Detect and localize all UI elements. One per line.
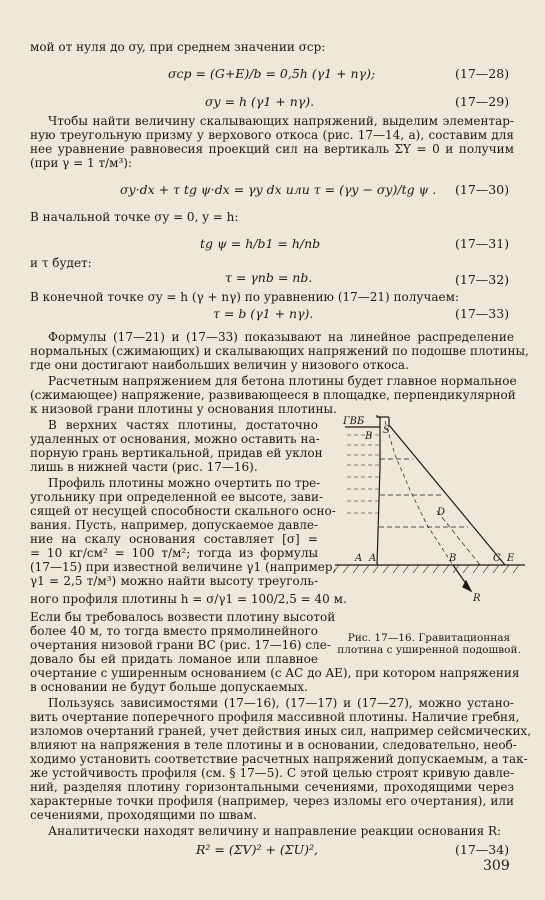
text-line: ную треугольную призму у верхового откоса (рис. 17—14, а), составим для — [30, 128, 514, 142]
text-line: В верхних частях плотины, достаточно — [48, 418, 318, 432]
text-line: где они достигают наибольших величин у низового откоса. — [30, 358, 409, 372]
equation-number: (17—31) — [455, 236, 510, 251]
text-line: = 10 кг/см² = 100 т/м²; тогда из формулы — [30, 546, 318, 560]
text-line: нормальных (сжимающих) и скалывающих напряжений по подошве плотины, — [30, 344, 529, 358]
text-line: лишь в нижней части (рис. 17—16). — [30, 460, 258, 474]
text-line: угольнику при определенной ее высоте, зави- — [30, 490, 323, 504]
text-line: (при γ = 1 т/м³): — [30, 156, 133, 170]
label-b-base: B — [449, 553, 457, 564]
text-line: ний, разделяя плотину горизонтальными сечениями, проходящими через — [30, 780, 514, 794]
text-line: мой от нуля до σy, при среднем значении σср: — [30, 40, 326, 54]
equation: τ = b (γ1 + nγ). — [213, 306, 314, 321]
figure-caption: Рис. 17—16. Гравитационная плотина с уширенной подошвой. — [337, 632, 521, 656]
text-line: Расчетным напряжением для бетона плотины будет главное нормальное — [48, 374, 517, 388]
text-line: сечениями, проходящими по швам. — [30, 808, 257, 822]
label-c: C — [493, 553, 501, 564]
text-line: в основании не будут больше допускаемых. — [30, 680, 308, 694]
label-gvb: ГВБ — [343, 416, 365, 427]
dam-profile-figure — [325, 415, 530, 625]
equation: tg ψ = h/b1 = h/nb — [200, 236, 321, 251]
text-line: γ1 = 2,5 т/м³) можно найти высоту треуголь- — [30, 574, 318, 588]
label-a: A — [355, 553, 363, 564]
text-line: ного профиля плотины h = σ/γ1 = 100/2,5 = 40 м. — [30, 592, 347, 606]
equation-number: (17—30) — [455, 182, 510, 197]
text-line: очертания низовой грани BC (рис. 17—16) сле- — [30, 638, 331, 652]
text-line: изломов очертаний граней, учет действия иных сил, например сейсмических, — [30, 724, 532, 738]
text-line: Чтобы найти величину скалывающих напряжений, выделим элементар- — [48, 114, 514, 128]
equation: σср = (G+E)/b = 0,5h (γ1 + nγ); — [168, 66, 376, 81]
label-b-top: B — [365, 431, 373, 442]
text-line: Профиль плотины можно очертить по тре- — [48, 476, 321, 490]
text-line: вить очертание поперечного профиля массивной плотины. Наличие гребня, — [30, 710, 520, 724]
text-line: довало бы ей придать ломаное или плавное — [30, 652, 318, 666]
label-r: R — [473, 593, 481, 604]
text-line: и τ будет: — [30, 256, 92, 270]
text-line: к низовой грани плотины у основания плотины. — [30, 402, 337, 416]
equation-number: (17—34) — [455, 842, 510, 857]
text-line: Если бы требовалось возвести плотину высотой — [30, 610, 336, 624]
text-line: (сжимающее) напряжение, развивающееся в площадке, перпендикулярной — [30, 388, 516, 402]
equation-number: (17—28) — [455, 66, 510, 81]
text-line: удаленных от основания, можно оставить на- — [30, 432, 320, 446]
text-line: Формулы (17—21) и (17—33) показывают на линейное распределение — [48, 330, 514, 344]
text-line: ние на скалу основания составляет [σ] = — [30, 532, 318, 546]
text-line: Аналитически находят величину и направление реакции основания R: — [48, 824, 502, 838]
text-line: влияют на напряжения в теле плотины и в основании, следовательно, необ- — [30, 738, 517, 752]
equation-number: (17—33) — [455, 306, 510, 321]
equation: σy·dx + τ tg ψ·dx = γy dx или τ = (γy − σy)/tg ψ . — [120, 182, 437, 197]
text-line: очертание с уширенным основанием (с AC до AE), при котором напряжения — [30, 666, 520, 680]
page-number: 309 — [483, 858, 510, 874]
label-s: S — [383, 425, 390, 436]
text-line: сящей от несущей способности скального осно- — [30, 504, 336, 518]
text-line: вания. Пусть, например, допускаемое давле- — [30, 518, 318, 532]
equation: σy = h (γ1 + nγ). — [205, 94, 315, 109]
equation: τ = γnb = nb. — [225, 270, 313, 285]
text-line: В конечной точке σy = h (γ + nγ) по уравнению (17—21) получаем: — [30, 290, 460, 304]
text-line: порную грань вертикальной, придав ей уклон — [30, 446, 323, 460]
text-line: Пользуясь зависимостями (17—16), (17—17) и (17—27), можно устано- — [48, 696, 514, 710]
equation: R² = (ΣV)² + (ΣU)², — [196, 842, 319, 857]
label-d: D — [437, 507, 446, 518]
label-e: E — [507, 553, 515, 564]
text-line: нее уравнение равновесия проекций сил на вертикаль ΣY = 0 и получим — [30, 142, 514, 156]
text-line: же устойчивость профиля (см. § 17—5). С этой целью строят кривую давле- — [30, 766, 514, 780]
equation-number: (17—29) — [455, 94, 510, 109]
equation-number: (17—32) — [455, 272, 510, 287]
text-line: более 40 м, то тогда вместо прямолинейного — [30, 624, 318, 638]
text-line: (17—15) при известной величине γ1 (например, — [30, 560, 337, 574]
text-line: В начальной точке σy = 0, y = h: — [30, 210, 239, 224]
text-line: характерные точки профиля (например, через изломы его очертания), или — [30, 794, 514, 808]
text-line: ходимо установить соответствие расчетных напряжений допускаемым, а так- — [30, 752, 528, 766]
label-a-left: A — [369, 553, 377, 564]
